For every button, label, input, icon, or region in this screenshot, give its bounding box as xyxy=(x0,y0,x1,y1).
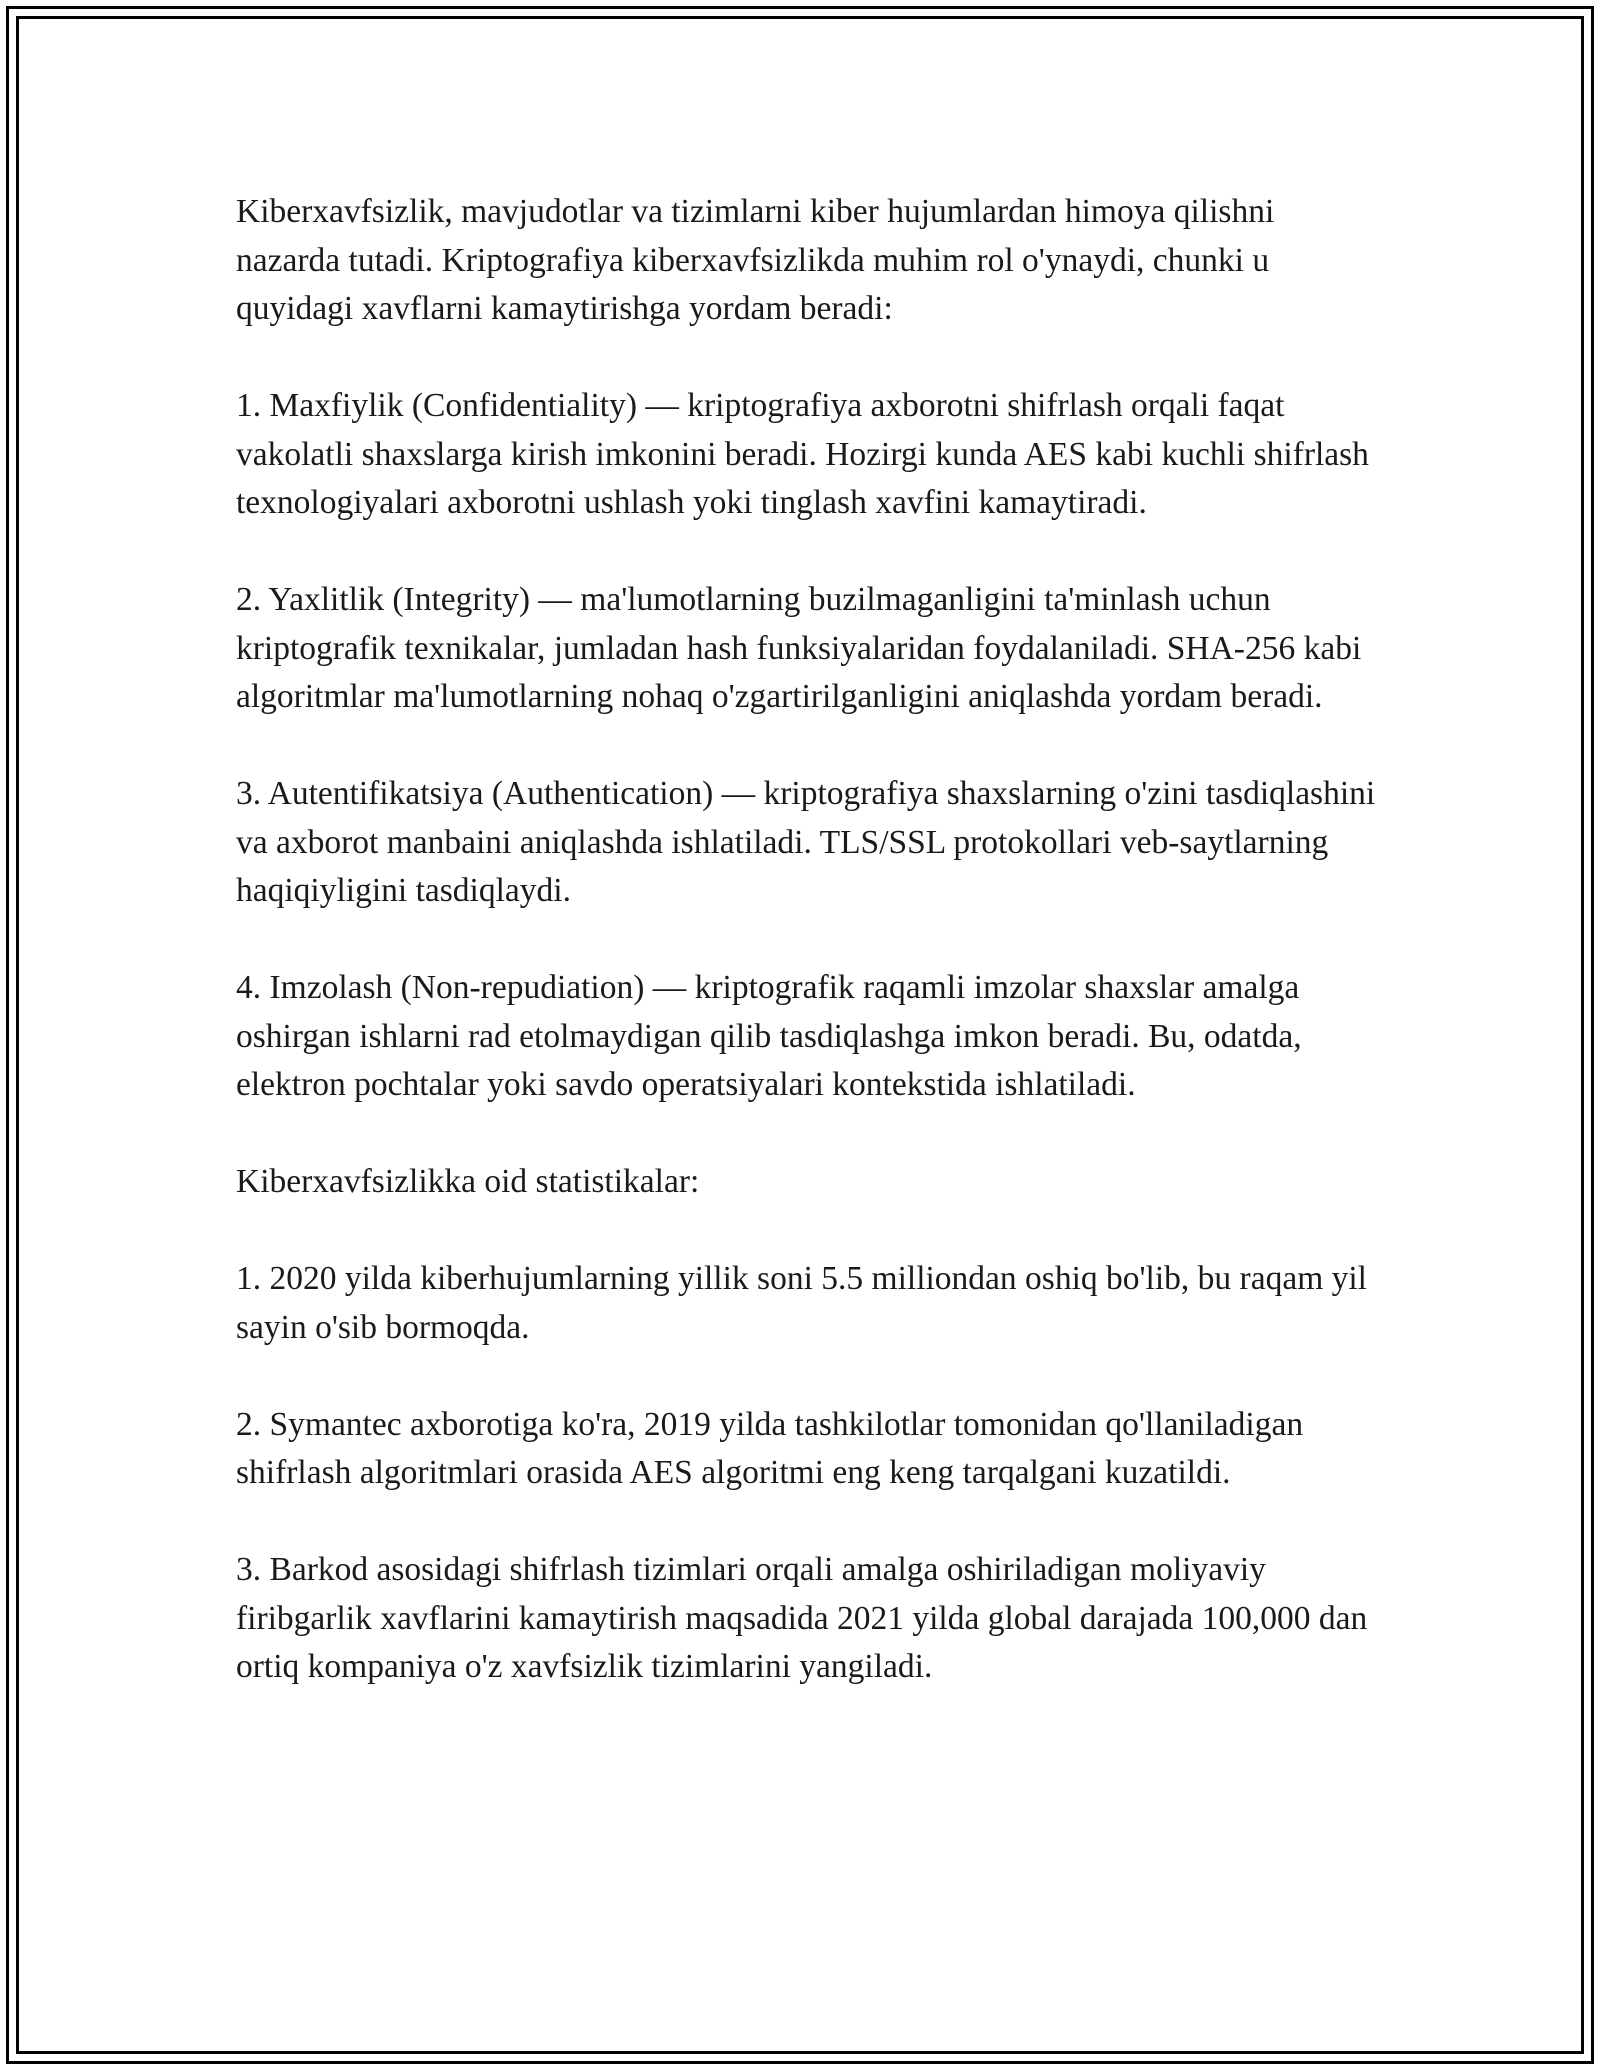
paragraph-integrity: 2. Yaxlitlik (Integrity) — ma'lumotlarning buzilmaganligini ta'minlash uchun kriptografik texnikalar, jumladan hash funksiyalaridan foydalaniladi. SHA-256 kabi algoritmlar ma'lumotlarning nohaq o'zgartirilganligini aniqlashda yordam beradi. xyxy=(236,581,1362,715)
document-body xyxy=(236,188,1386,1692)
statistics-heading: Kiberxavfsizlikka oid statistikalar: xyxy=(236,1163,700,1200)
statistic-item-3: 3. Barkod asosidagi shifrlash tizimlari orqali amalga oshiriladigan moliyaviy firibgarlik xavflarini kamaytirish maqsadida 2021 yilda global darajada 100,000 dan ortiq kompaniya o'z xavfsizlik tizimlarini yangiladi. xyxy=(236,1551,1368,1685)
statistic-item-1: 1. 2020 yilda kiberhujumlarning yillik soni 5.5 milliondan oshiq bo'lib, bu raqam yil sayin o'sib bormoqda. xyxy=(236,1260,1367,1346)
paragraph-non-repudiation: 4. Imzolash (Non-repudiation) — kriptografik raqamli imzolar shaxslar amalga oshirgan ishlarni rad etolmaydigan qilib tasdiqlashga imkon beradi. Bu, odatda, elektron pochtalar yoki savdo operatsiyalari kontekstida ishlatiladi. xyxy=(236,969,1302,1103)
paragraph-confidentiality: 1. Maxfiylik (Confidentiality) — kriptografiya axborotni shifrlash orqali faqat vakolatli shaxslarga kirish imkonini beradi. Hozirgi kunda AES kabi kuchli shifrlash texnologiyalari axborotni ushlash yoki tinglash xavfini kamaytiradi. xyxy=(236,387,1369,521)
paragraph-authentication: 3. Autentifikatsiya (Authentication) — kriptografiya shaxslarning o'zini tasdiqlashini va axborot manbaini aniqlashda ishlatiladi. TLS/SSL protokollari veb-saytlarning haqiqiyligini tasdiqlaydi. xyxy=(236,775,1376,909)
statistic-item-2: 2. Symantec axborotiga ko'ra, 2019 yilda tashkilotlar tomonidan qo'llaniladigan shifrlash algoritmlari orasida AES algoritmi eng keng tarqalgani kuzatildi. xyxy=(236,1405,1304,1491)
intro-paragraph: Kiberxavfsizlik, mavjudotlar va tizimlarni kiber hujumlardan himoya qilishni nazarda tutadi. Kriptografiya kiberxavfsizlikda muhim rol o'ynaydi, chunki u quyidagi xavflarni kamaytirishga yordam beradi: xyxy=(236,193,1275,327)
